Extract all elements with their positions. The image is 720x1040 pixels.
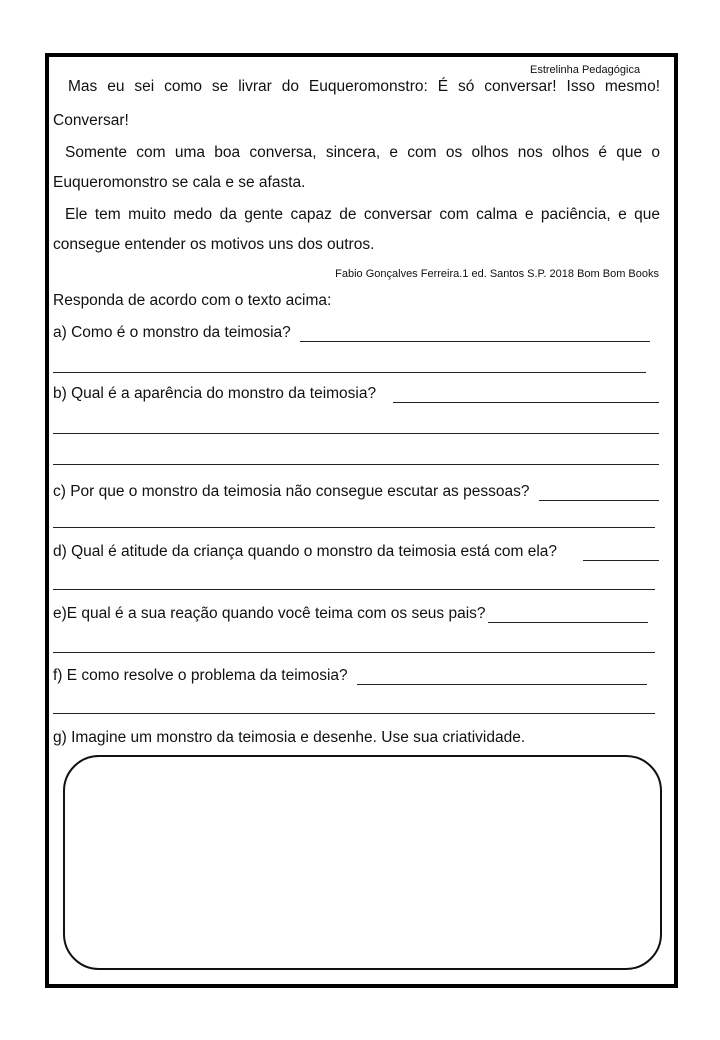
question-g: g) Imagine um monstro da teimosia e desenhe. Use sua criatividade. [53, 729, 526, 746]
question-c: c) Por que o monstro da teimosia não consegue escutar as pessoas? [53, 483, 530, 500]
story-line-6: consegue entender os motivos uns dos outros. [53, 236, 375, 253]
instruction: Responda de acordo com o texto acima: [53, 292, 332, 309]
answer-line-e-1[interactable] [488, 622, 648, 623]
story-line-2: Conversar! [53, 112, 129, 129]
answer-line-a-2[interactable] [53, 372, 646, 373]
story-line-1: Mas eu sei como se livrar do Euqueromonstro: É só conversar! Isso mesmo! [68, 78, 660, 95]
citation: Fabio Gonçalves Ferreira.1 ed. Santos S.P. 2018 Bom Bom Books [335, 268, 659, 280]
answer-line-b-3[interactable] [53, 464, 659, 465]
answer-line-d-1[interactable] [583, 560, 659, 561]
question-f: f) E como resolve o problema da teimosia? [53, 667, 348, 684]
answer-line-d-2[interactable] [53, 589, 655, 590]
answer-line-c-2[interactable] [53, 527, 655, 528]
drawing-area[interactable] [63, 755, 662, 970]
watermark: Estrelinha Pedagógica [530, 64, 641, 76]
answer-line-e-2[interactable] [53, 652, 655, 653]
answer-line-a-1[interactable] [300, 341, 650, 342]
story-line-4: Euqueromonstro se cala e se afasta. [53, 174, 306, 191]
answer-line-b-1[interactable] [393, 402, 659, 403]
answer-line-f-2[interactable] [53, 713, 655, 714]
question-d: d) Qual é atitude da criança quando o monstro da teimosia está com ela? [53, 543, 558, 560]
answer-line-f-1[interactable] [357, 684, 647, 685]
question-b: b) Qual é a aparência do monstro da teimosia? [53, 385, 377, 402]
answer-line-b-2[interactable] [53, 433, 659, 434]
question-e: e)E qual é a sua reação quando você teima com os seus pais? [53, 605, 486, 622]
story-line-3: Somente com uma boa conversa, sincera, e com os olhos nos olhos é que o [65, 144, 660, 161]
story-line-5: Ele tem muito medo da gente capaz de conversar com calma e paciência, e que [65, 206, 660, 223]
question-a: a) Como é o monstro da teimosia? [53, 324, 291, 341]
answer-line-c-1[interactable] [539, 500, 659, 501]
